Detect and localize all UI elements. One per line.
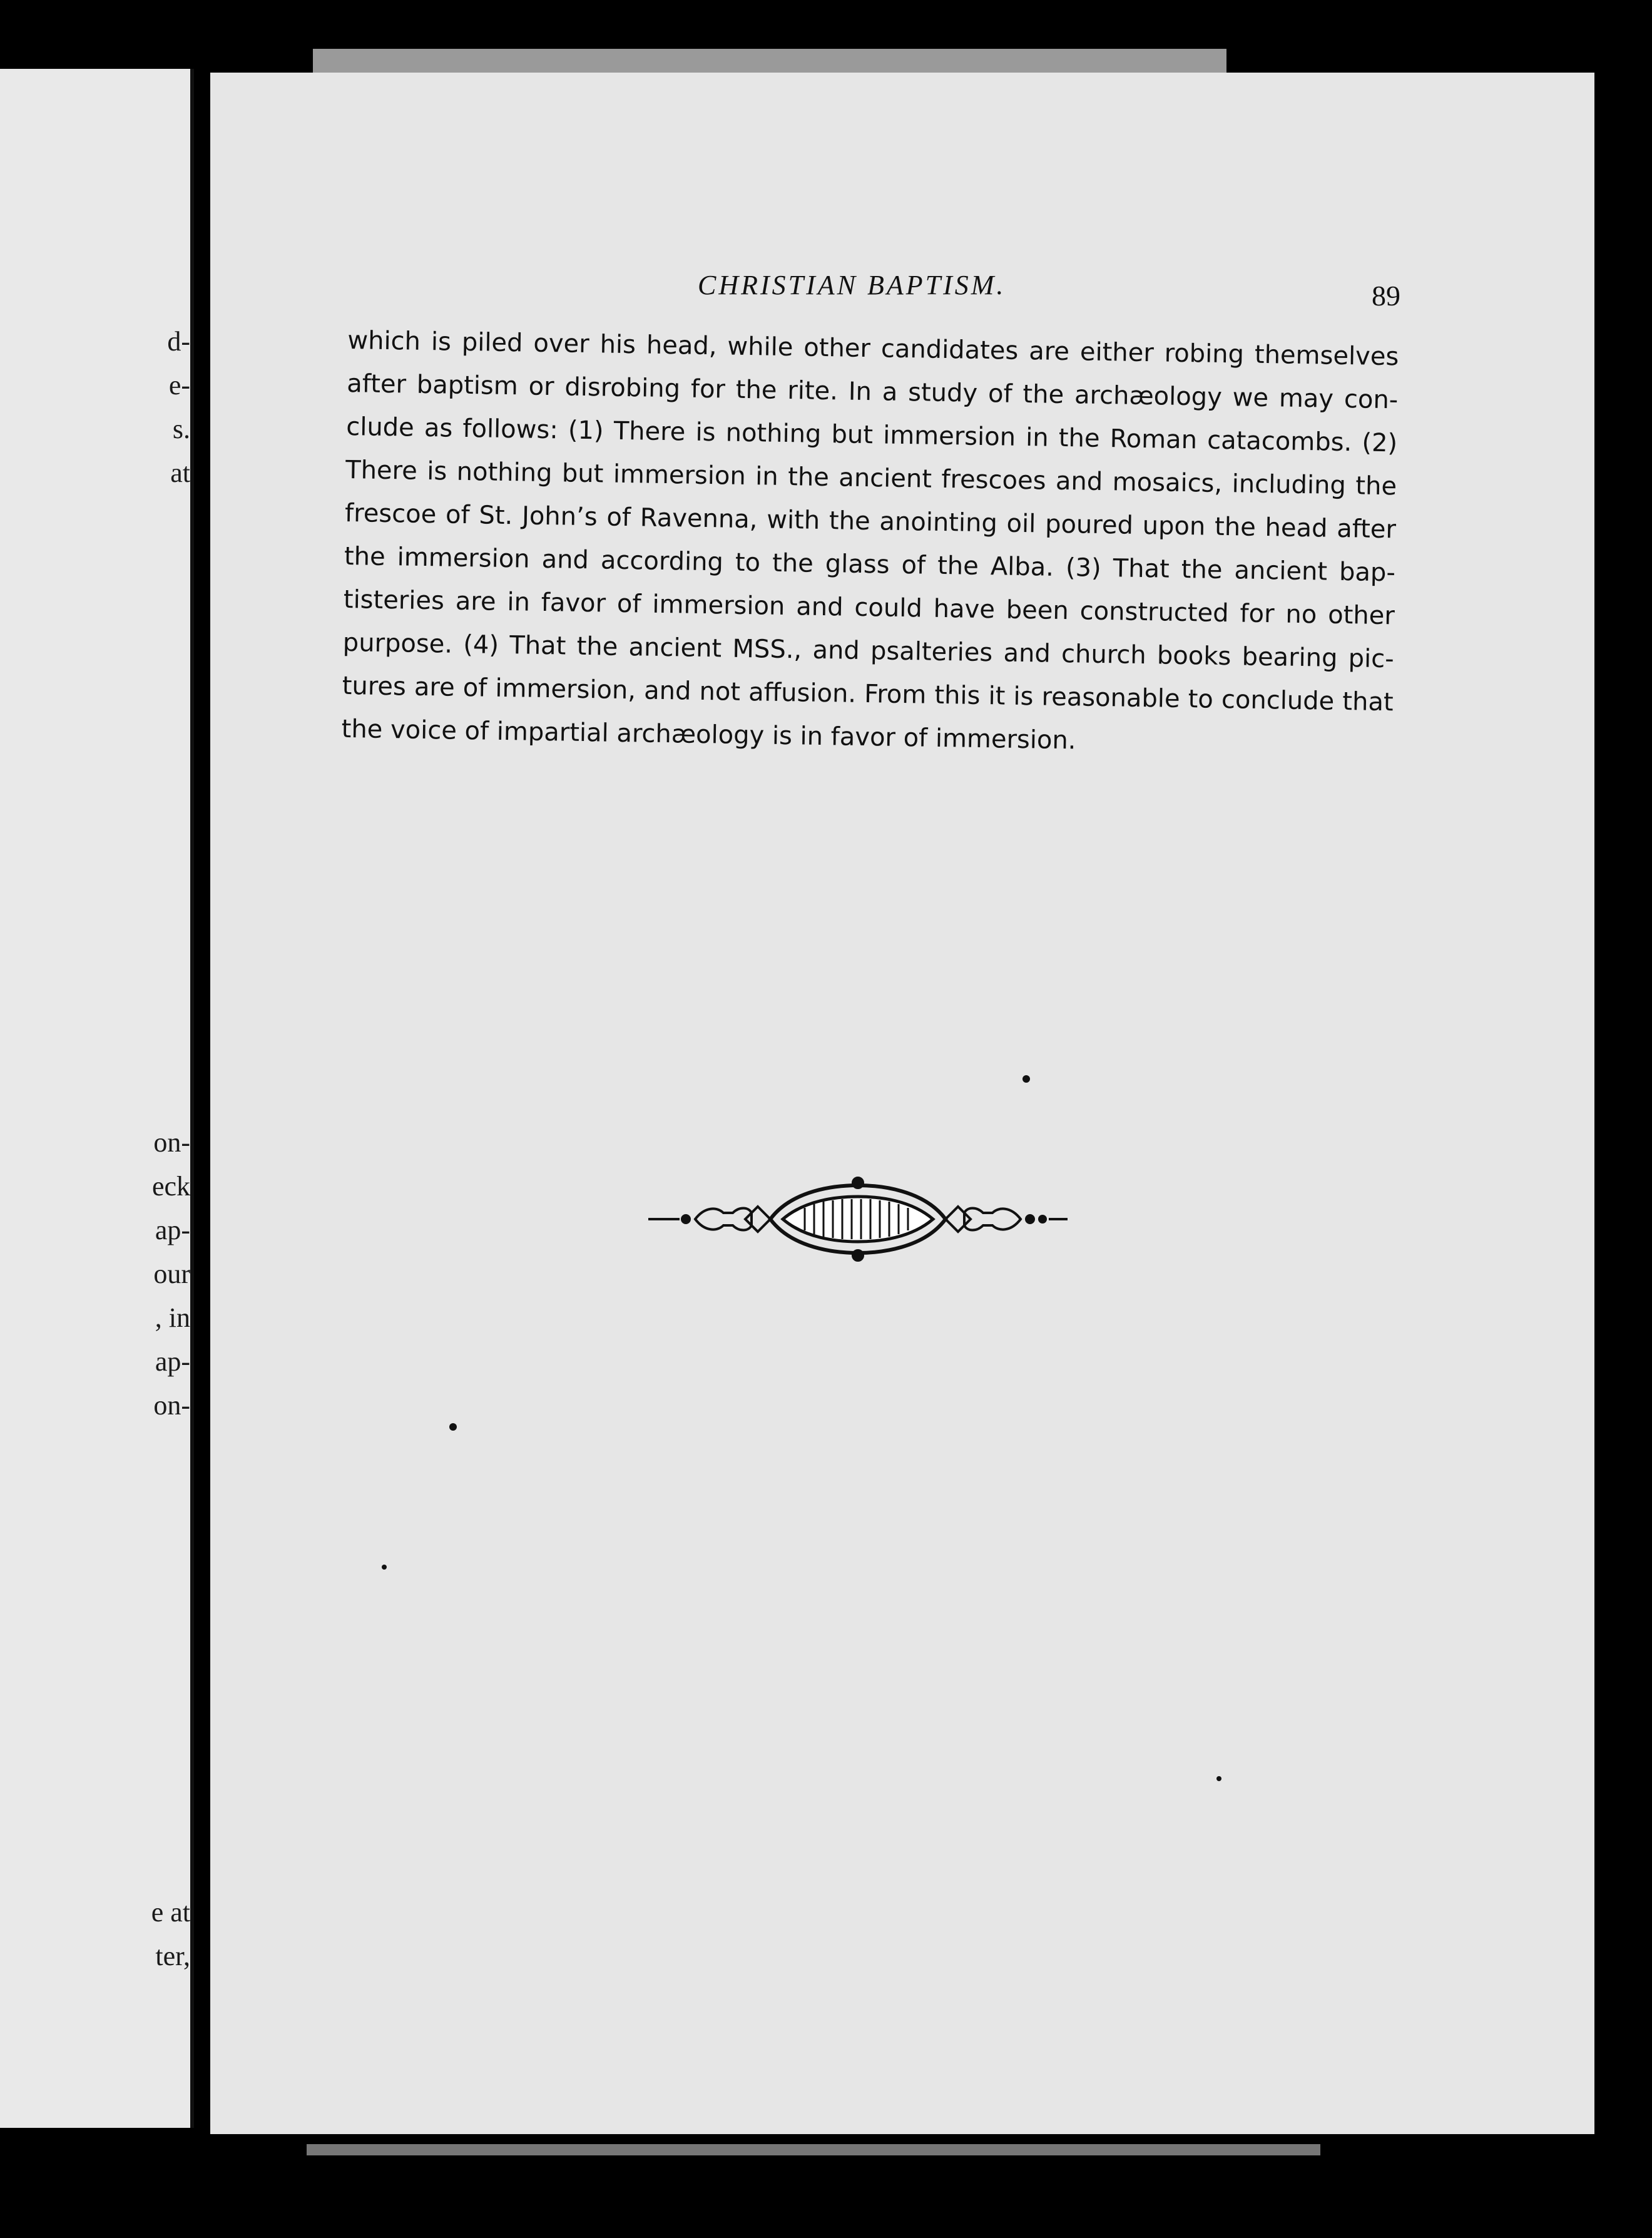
left-page-fragment: eck xyxy=(151,1171,190,1202)
text-line: There is nothing but immersion in the ancient frescoes and mosaics, including the xyxy=(345,455,1397,501)
text-line: clude as follows: (1) There is nothing but immersion in the Roman catacombs. (2) xyxy=(345,412,1398,458)
text-line: tisteries are in favor of immersion and could have been constructed for no other xyxy=(343,585,1395,631)
ink-speck xyxy=(1022,1075,1030,1083)
text-line: purpose. (4) That the ancient MSS., and psalteries and church books bearing pic- xyxy=(342,628,1395,674)
page-number: 89 xyxy=(1372,280,1400,312)
tailpiece-ornament-icon xyxy=(648,1174,1068,1264)
ink-speck xyxy=(1216,1776,1221,1781)
text-line: which is piled over his head, while other candidates are either robing themselves xyxy=(347,325,1399,372)
text-line: frescoe of St. John’s of Ravenna, with the anointing oil poured upon the head after xyxy=(344,498,1397,544)
ink-speck xyxy=(449,1423,457,1431)
text-line: after baptism or disrobing for the rite. In a study of the archæology we may con- xyxy=(347,369,1399,415)
left-page-fragment: e- xyxy=(168,370,190,401)
left-page-fragment: , in xyxy=(155,1302,190,1333)
text-line: the immersion and according to the glass of the Alba. (3) That the ancient bap- xyxy=(344,541,1396,588)
left-page-fragment: s. xyxy=(172,414,190,444)
left-page-fragment: ap- xyxy=(155,1215,190,1245)
ink-speck xyxy=(382,1565,387,1570)
body-paragraph xyxy=(341,319,1399,767)
left-page-fragment: our xyxy=(153,1259,190,1289)
bottom-page-strip xyxy=(307,2144,1320,2155)
left-page-fragment: e at xyxy=(151,1897,190,1928)
text-line: tures are of immersion, and not affusion. From this it is reasonable to conclude that xyxy=(342,671,1394,717)
running-head: CHRISTIAN BAPTISM. xyxy=(698,270,1006,300)
left-page-fragment: d- xyxy=(167,326,190,357)
left-page-fragment: on- xyxy=(153,1127,190,1158)
left-facing-page xyxy=(0,69,194,2128)
left-page-fragment: ter, xyxy=(155,1941,190,1971)
text-line: the voice of impartial archæology is in favor of immersion. xyxy=(341,714,1076,755)
left-page-fragment: at xyxy=(170,457,190,488)
left-page-fragment: ap- xyxy=(155,1346,190,1377)
left-page-fragment: on- xyxy=(153,1390,190,1421)
